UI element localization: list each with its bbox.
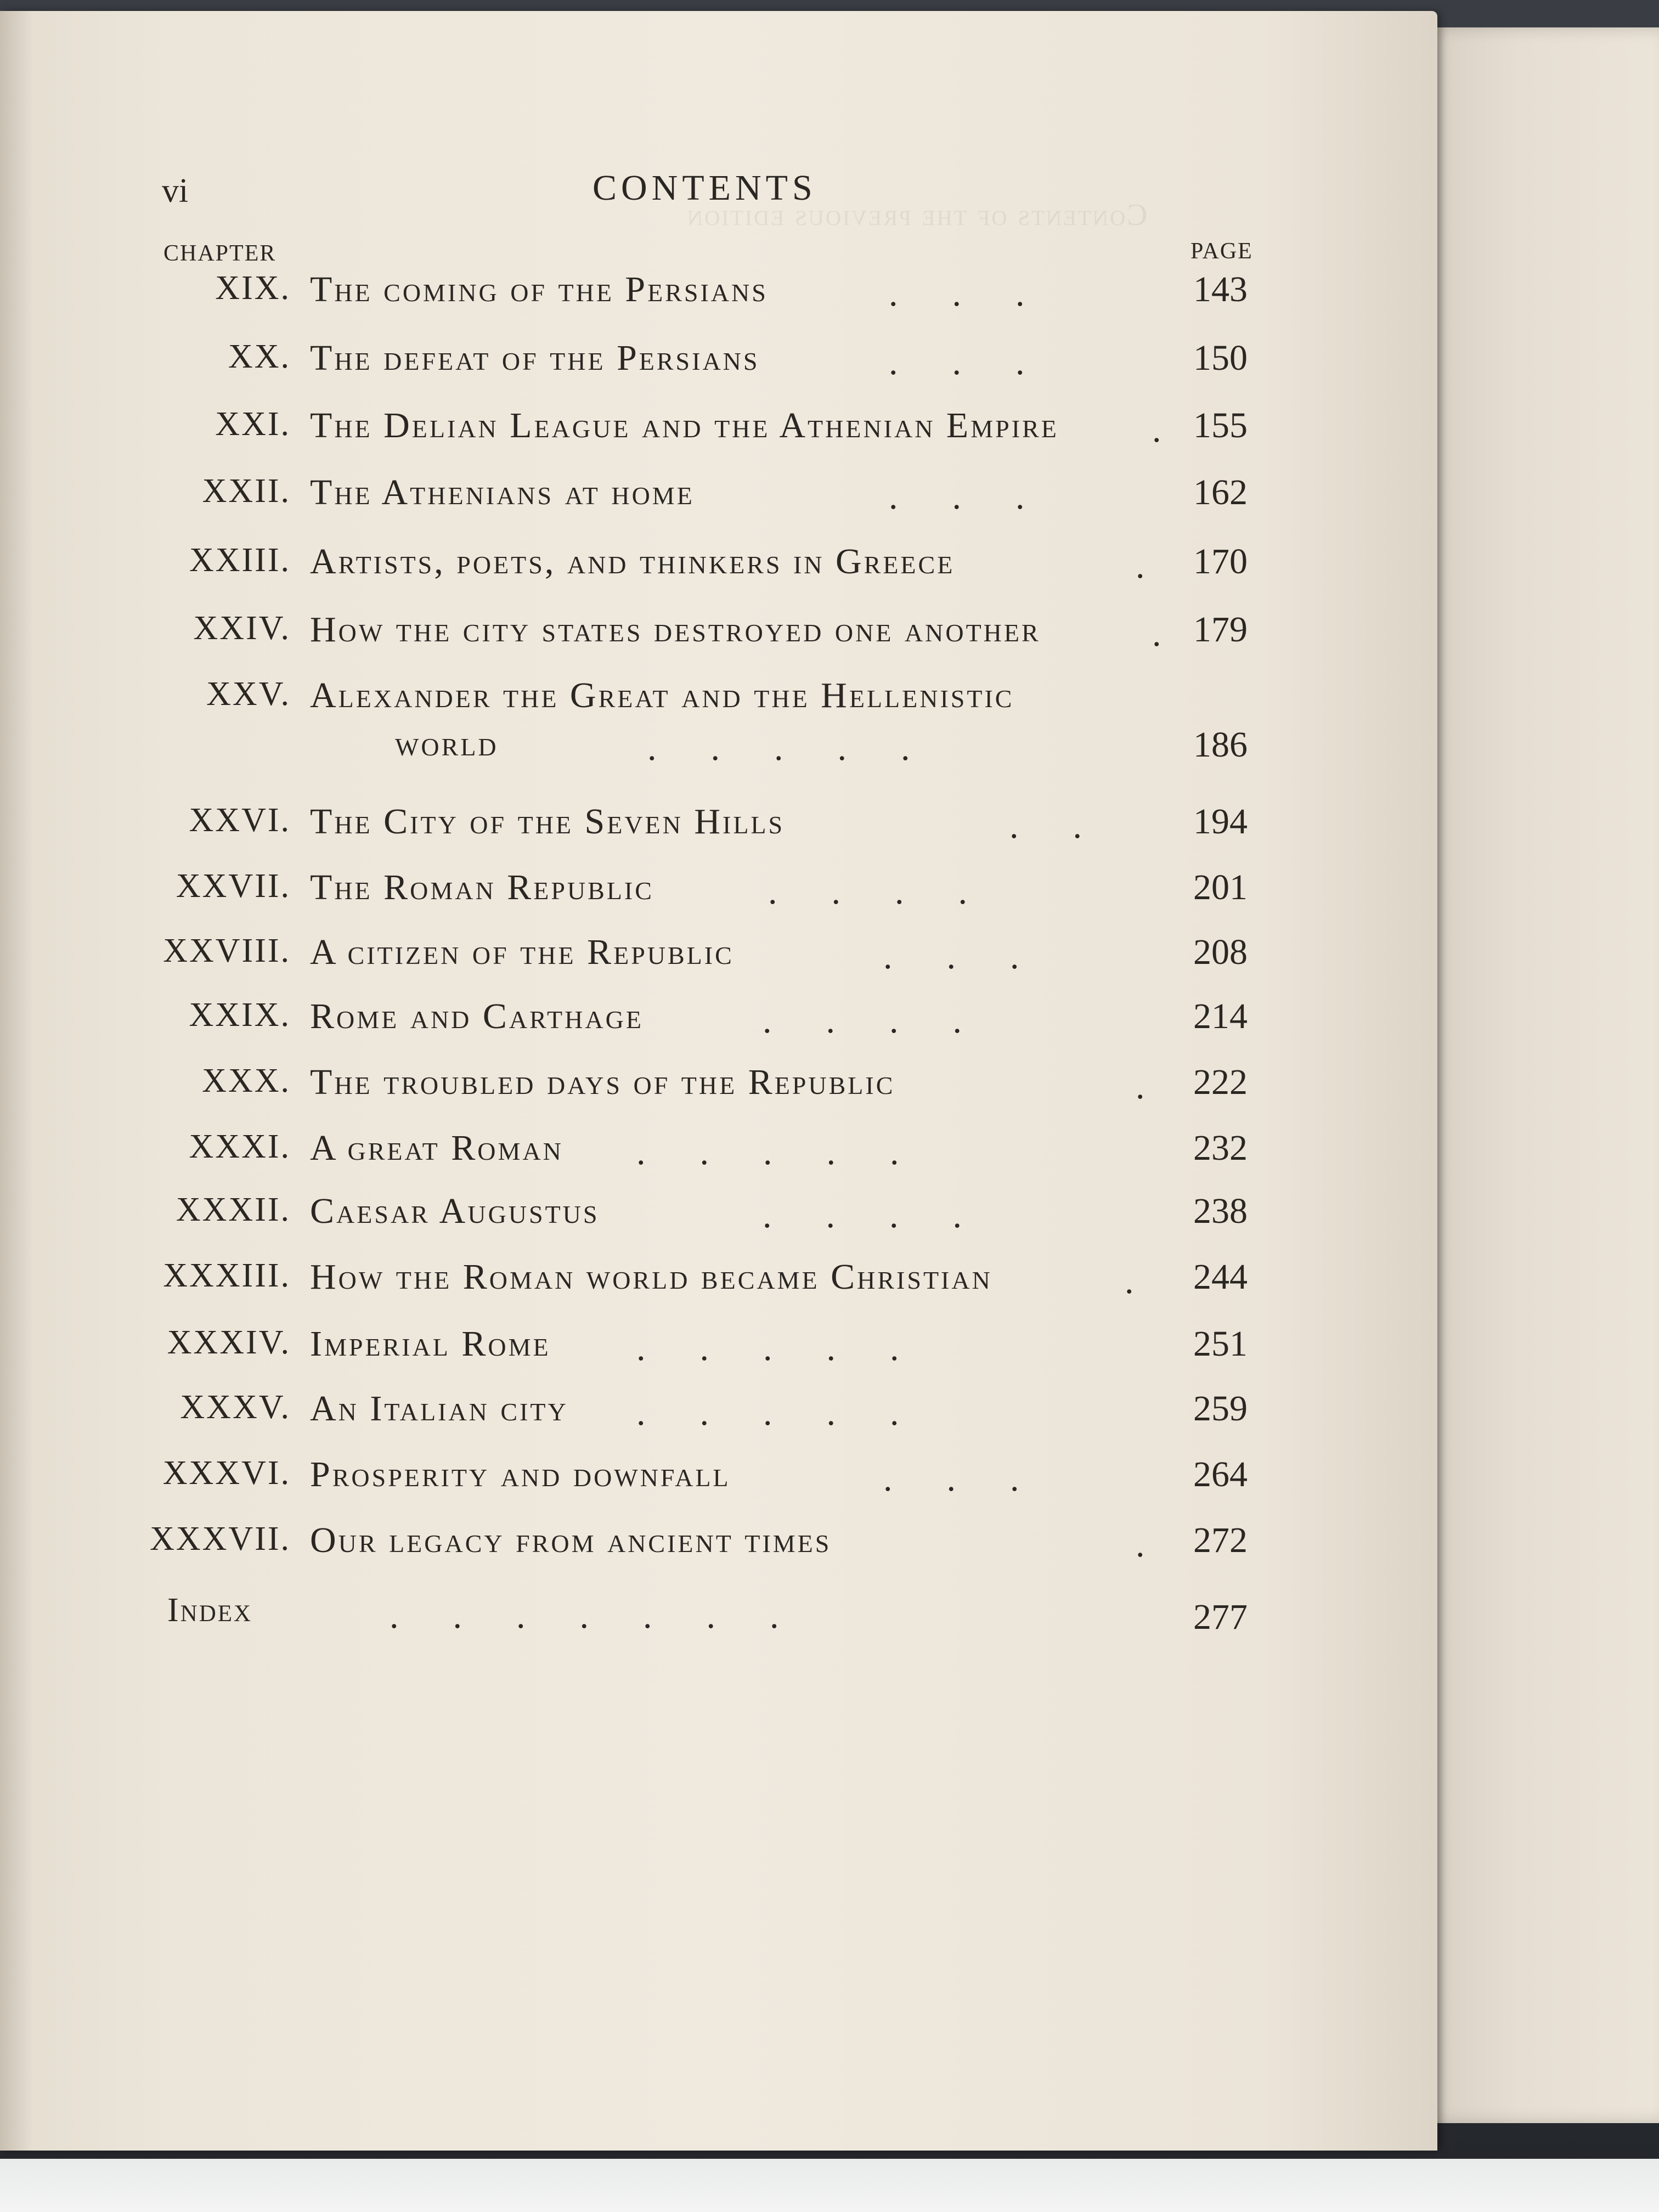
chapter-number: XXIII. [189, 541, 291, 579]
leader-dots: . . . [889, 342, 1025, 382]
chapter-number: XXVI. [189, 802, 291, 839]
chapter-number: XXXVI. [162, 1454, 291, 1492]
leader-dots: . [1152, 614, 1161, 654]
chapter-number: XXII. [202, 472, 291, 510]
chapter-number: XXVII. [176, 867, 291, 905]
leader-dots: . . . . [768, 872, 967, 912]
toc-entry [0, 932, 1437, 992]
chapter-number: XXIX. [189, 996, 291, 1034]
leader-dots: . . . [883, 936, 1019, 977]
chapter-number: XX. [228, 338, 291, 375]
chapter-title: Prosperity and downfall [310, 1454, 731, 1494]
toc-entry [0, 675, 1437, 768]
leader-dots: . . [1009, 806, 1082, 846]
chapter-number: XXV. [206, 675, 291, 713]
facing-page [1426, 27, 1659, 2123]
book-page [0, 11, 1437, 2151]
toc-entry [0, 1520, 1437, 1580]
chapter-number: XXVIII. [163, 932, 291, 969]
toc-entry [0, 1388, 1437, 1448]
leader-dots: . . . . . [636, 1328, 899, 1368]
toc-entry [0, 405, 1437, 465]
chapter-page-number: 251 [1193, 1324, 1248, 1364]
toc-entry [0, 541, 1437, 601]
chapter-page-number: 238 [1193, 1191, 1248, 1231]
chapter-title: Alexander the Great and the Hellenistic [310, 675, 1014, 715]
chapter-title: How the city states destroyed one another [310, 610, 1041, 650]
chapter-page-number: 244 [1193, 1257, 1248, 1297]
chapter-page-number: 186 [1193, 725, 1248, 765]
toc-entry [0, 1190, 1437, 1251]
index-page-number: 277 [1193, 1597, 1248, 1637]
chapter-number: XXI. [215, 405, 291, 443]
chapter-number: XXXI. [189, 1128, 291, 1165]
toc-entry [0, 337, 1437, 398]
chapter-page-number: 194 [1193, 802, 1248, 842]
leader-dots: . . . . [763, 1195, 962, 1235]
leader-dots: . . . [889, 274, 1025, 314]
chapter-page-number: 214 [1193, 996, 1248, 1036]
toc-entry [0, 472, 1437, 532]
chapter-page-number: 222 [1193, 1062, 1248, 1102]
toc-entry [0, 867, 1437, 927]
chapter-title: Imperial Rome [310, 1324, 551, 1364]
chapter-title: Artists, poets, and thinkers in Greece [310, 541, 955, 582]
leader-dots: . . . . . . . [390, 1596, 779, 1636]
leader-dots: . . . [883, 1459, 1019, 1499]
chapter-title: An Italian city [310, 1389, 568, 1429]
chapter-page-number: 201 [1193, 867, 1248, 907]
toc-entry [0, 1256, 1437, 1317]
chapter-page-number: 259 [1193, 1389, 1248, 1429]
chapter-title: The Athenians at home [310, 472, 695, 512]
show-through-text: Contents of the previous edition [686, 198, 1148, 232]
chapter-number: XXXIII. [163, 1257, 291, 1294]
table-of-contents [0, 11, 1437, 2151]
toc-entry [0, 1127, 1437, 1188]
leader-dots: . [1152, 410, 1161, 450]
chapter-page-number: 150 [1193, 338, 1248, 378]
chapter-number: XIX. [215, 269, 291, 307]
chapter-page-number: 143 [1193, 269, 1248, 309]
chapter-number: XXXII. [176, 1191, 291, 1228]
leader-dots: . . . . . [636, 1393, 899, 1433]
chapter-page-number: 155 [1193, 405, 1248, 445]
leader-dots: . . . . [763, 1001, 962, 1041]
chapter-number: XXIV. [193, 610, 291, 647]
chapter-title-continued: world [395, 724, 499, 764]
index-label: Index [167, 1592, 253, 1629]
table-surface [0, 2159, 1659, 2212]
toc-entry [0, 269, 1437, 329]
chapter-number: XXXV. [180, 1389, 291, 1426]
leader-dots: . . . . . [636, 1132, 899, 1172]
chapter-title: How the Roman world became Christian [310, 1257, 992, 1297]
toc-entry [0, 996, 1437, 1056]
page-number: vi [162, 172, 189, 210]
chapter-page-number: 170 [1193, 541, 1248, 582]
leader-dots: . . . . . [647, 728, 910, 768]
chapter-title: The City of the Seven Hills [310, 802, 785, 842]
page-title: CONTENTS [592, 168, 817, 208]
chapter-page-number: 179 [1193, 610, 1248, 650]
chapter-page-number: 208 [1193, 932, 1248, 972]
toc-entry [0, 801, 1437, 861]
chapter-number: XXXIV. [167, 1324, 291, 1361]
chapter-title: Caesar Augustus [310, 1191, 600, 1231]
chapter-title: Our legacy from ancient times [310, 1520, 832, 1560]
leader-dots: . [1136, 546, 1145, 586]
toc-entry [0, 1062, 1437, 1122]
chapter-title: The Delian League and the Athenian Empire [310, 405, 1059, 445]
chapter-title: A citizen of the Republic [310, 932, 734, 972]
chapter-title: Rome and Carthage [310, 996, 644, 1036]
leader-dots: . [1136, 1066, 1145, 1107]
chapter-title: A great Roman [310, 1128, 563, 1168]
leader-dots: . . . [889, 477, 1025, 517]
chapter-number: XXX. [202, 1062, 291, 1099]
chapter-column-heading: CHAPTER [163, 241, 276, 266]
chapter-title: The troubled days of the Republic [310, 1062, 895, 1102]
chapter-number: XXXVII. [150, 1520, 291, 1558]
toc-entry [0, 1323, 1437, 1384]
chapter-page-number: 162 [1193, 472, 1248, 512]
chapter-page-number: 264 [1193, 1454, 1248, 1494]
toc-entry [0, 1454, 1437, 1514]
chapter-page-number: 232 [1193, 1128, 1248, 1168]
toc-entry [0, 609, 1437, 669]
leader-dots: . [1125, 1261, 1134, 1301]
chapter-page-number: 272 [1193, 1520, 1248, 1560]
index-row [0, 1591, 1437, 1651]
chapter-title: The defeat of the Persians [310, 338, 760, 378]
chapter-title: The Roman Republic [310, 867, 654, 907]
page-column-heading: PAGE [1190, 239, 1253, 264]
leader-dots: . [1136, 1525, 1145, 1565]
chapter-title: The coming of the Persians [310, 269, 768, 309]
